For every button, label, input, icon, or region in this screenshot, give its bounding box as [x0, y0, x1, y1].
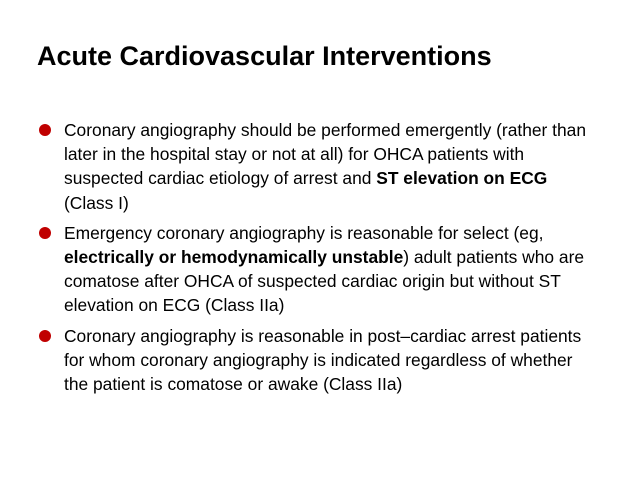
bullet-dot-icon — [39, 124, 51, 136]
bullet-text-segment: Coronary angiography is reasonable in post–cardiac arrest patients for whom coronary angiography is indicated regardless of whether the patient is comatose or awake (Class IIa) — [64, 325, 582, 395]
bullet-text-segment: ) adult patients who are comatose after OHCA of suspected cardiac origin but without ST elevation on ECG (Class IIa) — [64, 247, 585, 316]
bullet-text — [64, 326, 581, 394]
bullet-dot-icon — [39, 330, 51, 342]
bullet-text-segment: (Class I) — [64, 192, 129, 213]
bullet-item — [38, 221, 598, 318]
bullet-emphasis: electrically or hemodynamically unstable — [64, 247, 404, 268]
bullet-text — [64, 223, 584, 316]
bullet-item — [38, 324, 598, 397]
slide-title: Acute Cardiovascular Interventions — [37, 41, 492, 71]
bullet-item — [38, 118, 598, 215]
bullet-text-segment: Coronary angiography should be performed emergently (rather than later in the hospital stay or not at all) for OHCA patients with suspected cardiac etiology of arrest and — [64, 120, 587, 189]
bullet-text-segment: Emergency coronary angiography is reasonable for select (eg, — [64, 222, 544, 243]
bullet-text — [64, 120, 586, 213]
bullet-list — [38, 118, 598, 402]
bullet-emphasis: ST elevation on ECG — [376, 168, 548, 189]
bullet-dot-icon — [39, 227, 51, 239]
